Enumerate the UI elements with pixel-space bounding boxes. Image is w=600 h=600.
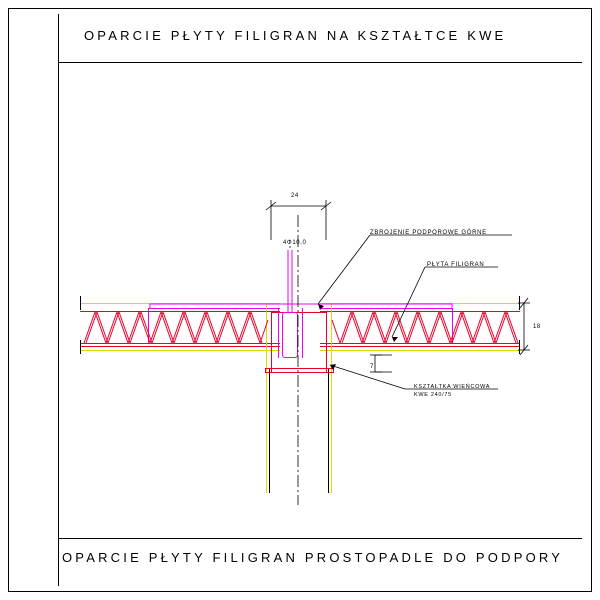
slab-bottom-face-right: [320, 350, 520, 351]
precast-plank-top-right: [320, 308, 452, 309]
slab-break-left: [80, 296, 81, 310]
precast-plank-edge-right: [452, 308, 453, 343]
lattice-top-chord-right: [320, 311, 520, 312]
precast-plank-top-left: [148, 308, 280, 309]
support-face-right: [331, 303, 332, 493]
drawing-title-top: OPARCIE PŁYTY FILIGRAN NA KSZTAŁTCE KWE: [84, 28, 507, 43]
slab-soffit-left: [80, 343, 280, 344]
kwe-web-right: [326, 312, 327, 372]
title-block-top-rule: [58, 62, 582, 63]
ring-beam-right-edge: [302, 308, 303, 358]
drawing-title-bottom: OPARCIE PŁYTY FILIGRAN PROSTOPADLE DO PODPORY: [62, 550, 564, 565]
label-kwe-profile-line2: KWE 240/75: [414, 392, 452, 398]
slab-soffit-line2-right: [320, 346, 520, 347]
kwe-bottom-edge-left: [265, 368, 266, 373]
support-edge-right: [328, 368, 329, 493]
label-kwe-profile-line1: KSZTAŁTKA WIEŃCOWA: [414, 384, 491, 390]
slab-soffit-right: [320, 343, 520, 344]
slab-bottom-face-left: [80, 350, 280, 351]
label-top-reinforcement: ZBROJENIE PODPOROWE GÓRNE: [370, 230, 487, 236]
lattice-top-chord-left: [80, 311, 280, 312]
dimension-bars-4x10: 4Φ10,0: [283, 240, 307, 246]
dimension-height-7: 7: [370, 364, 374, 370]
kwe-bottom-flange: [265, 368, 333, 369]
slab-break-right-lower: [519, 340, 520, 354]
slab-top-face-right: [320, 303, 520, 304]
support-face-left: [266, 303, 267, 493]
sheet-border-inner: [58, 14, 582, 586]
support-edge-left: [269, 368, 270, 493]
ring-beam-left-edge: [278, 308, 279, 358]
kwe-bottom-edge-right: [333, 368, 334, 373]
dimension-width-24: 24: [291, 193, 299, 199]
label-filigran-slab: PŁYTA FILIGRAN: [427, 262, 485, 268]
slab-break-left-lower: [80, 340, 81, 354]
ring-beam-bars-box: [282, 312, 298, 358]
kwe-web-left: [271, 312, 272, 372]
kwe-top-flange: [271, 312, 327, 313]
slab-top-face-left: [80, 303, 280, 304]
slab-soffit-line2-left: [80, 346, 280, 347]
title-block-bottom-rule: [58, 538, 582, 539]
dimension-thickness-18: 18: [533, 324, 541, 330]
precast-plank-edge-left: [148, 308, 149, 343]
slab-break-right: [519, 296, 520, 310]
kwe-bottom-flange-2: [265, 372, 333, 373]
